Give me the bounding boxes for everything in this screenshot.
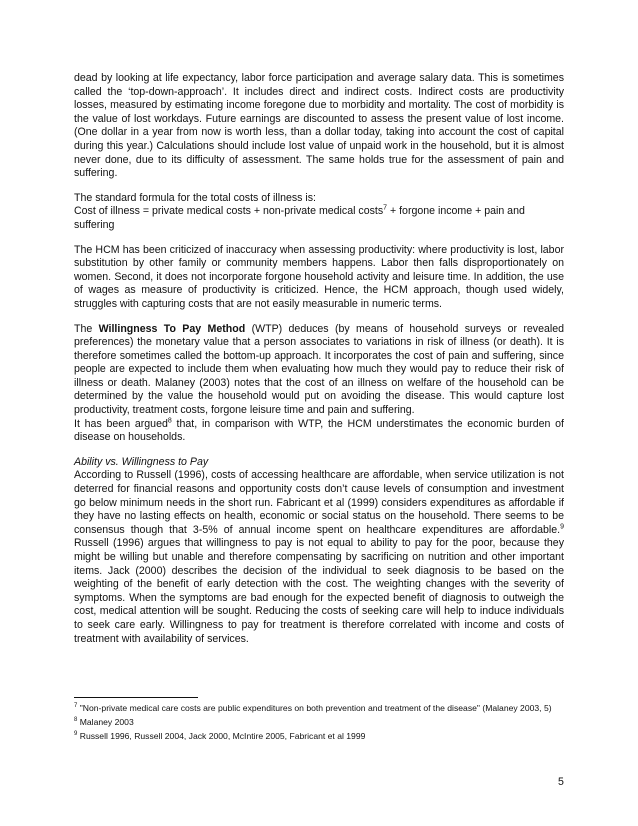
paragraph-wtp-method: The Willingness To Pay Method (WTP) deduces (by means of household surveys or revealed preferences) the monetary value that a person associates to variations in risk of illness (or death). It is therefore sometimes called the bottom-up approach. It incorporates the cost of pain and suffering, since people are expected to include them when evaluating how much they would pay to reduce their risk of illness or death. Malaney (2003) notes that the cost of an illness on welfare of the household can be determined by the value the household would put on avoiding the disease. This would capture lost productivity, treatment costs, forgone leisure time and pain and suffering. [74,322,565,417]
formula-part-a: Cost of illness = private medical costs + non-private medical costs [74,205,384,218]
paragraph-hcm-criticism: The HCM has been criticized of inaccuracy when assessing productivity: where productivity is lost, labor substitution by other family or community members happens. Labor then falls disproportionately on women. Second, it does not incorporate forgone household activity and leisure time. In addition, the use of wages as measure of productivity is criticized. Hence, the HCM approach, though used widely, struggles with capturing costs that are not easily measurable in numeric terms. [74,243,564,310]
section-heading: Ability vs. Willingness to Pay [74,455,209,468]
footnote-ref-9: 9 [560,523,564,531]
wtp-term: Willingness To Pay Method [98,322,246,335]
footnote-8: $^8$ Malaney 2003 [74,717,134,727]
footnote-7: $^7$ "Non-private medical care costs are public expenditures on both prevention and treatment of the disease" (Malaney 2003, 5) [74,703,552,713]
formula-intro: The standard formula for the total costs of illness is: [74,191,317,204]
footnote-divider [74,697,198,698]
page-number: 5 [558,776,564,788]
footnote-ref-7: 7 [383,204,388,212]
body-text [74,72,564,657]
paragraph-hcm-underestimates: It has been argued$^8$ that, in comparison with WTP, the HCM understimates the economic burden of disease on households. [74,417,564,444]
footnote-9: $^9$ Russell 1996, Russell 2004, Jack 2000, McIntire 2005, Fabricant et al 1999 [74,731,366,741]
paragraph-ability-vs-willingness: According to Russell (1996), costs of accessing healthcare are affordable, when service utilization is not deterred for financial reasons and opportunity costs don’t cause levels of consumption and investment go below minimum needs in the short run. Fabricant et al (1999) considers expenditures as affordable if they have no lasting effects on health, economic or social status on the household. There seems to be consensus though that 3-5% of annual income spent on healthcare expenditures are affordable.$^9$ Russell (1996) argues that willingness to pay is not equal to ability to pay for the poor, because they might be willing but unable and therefore compensating by sacrificing on nutrition and other important items. Jack (2000) describes the decision of the individual to seek diagnosis to be based on the weighting of the benefit of early detection with the cost. The weighting changes with the severity of symptoms. When the symptoms are bad enough for the expected benefit of diagnosis to outweigh the cost, medical attention will be sought. Reducing the costs of seeking care will help to induce individuals to seek care early. Willingness to pay for treatment is therefore correlated with income and costs of treatment with availability of services. [74,469,564,645]
cost-of-illness-formula [74,205,564,232]
paragraph-hcm-description: dead by looking at life expectancy, labor force participation and average salary data. This is sometimes called the ‘top-down-approach’. It includes direct and indirect costs. Indirect costs are productivity losses, measured by estimating income foregone due to morbidity and mortality. The cost of morbidity is the value of lost workdays. Future earnings are discounted to assess the present value of lost income. (One dollar in a year from now is worth less, than a dollar today, taking into account the cost of capital during this year.) Calculations should include lost value of unpaid work in the household, but it is almost never done, due to its difficulty of assessment. The same holds true for the assessment of pain and suffering. [74,72,564,180]
formula-part-b: + forgone income + pain and suffering [74,205,525,231]
footnote-ref-8: 8 [167,417,172,425]
footnotes [74,702,564,744]
